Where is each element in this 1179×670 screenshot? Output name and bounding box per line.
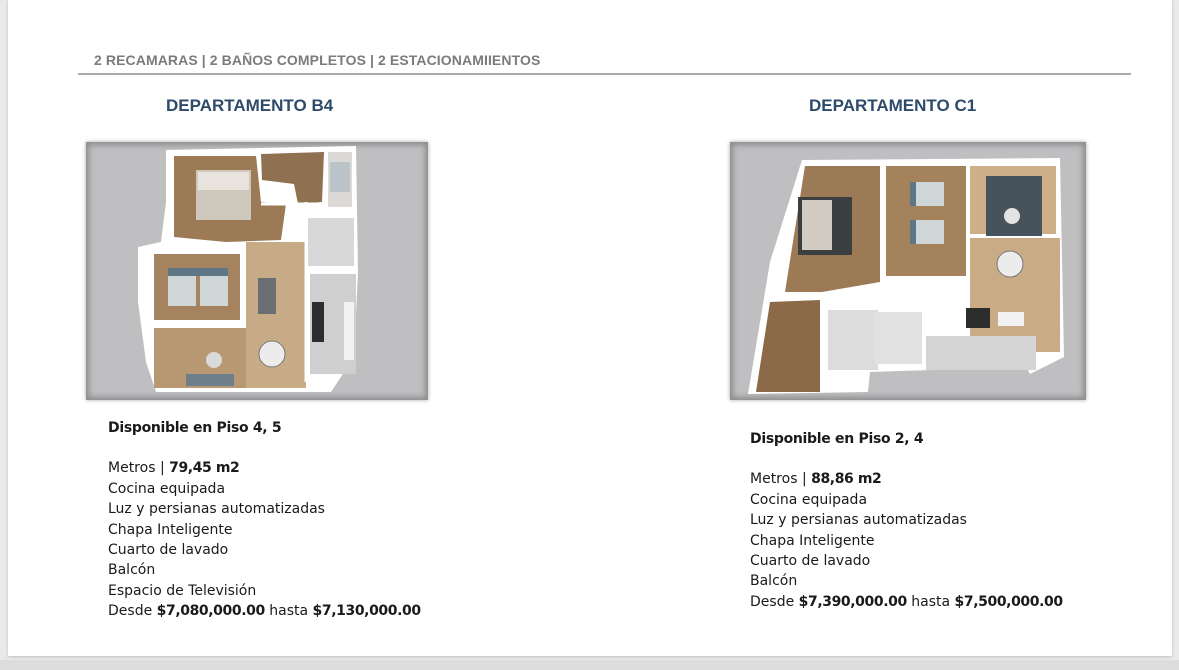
price-from-c1: $7,390,000.00 <box>798 593 907 610</box>
meters-label: Metros | <box>108 460 165 477</box>
brochure-page <box>8 0 1172 656</box>
price-to-b4: $7,130,000.00 <box>312 603 421 620</box>
price-row-c1 <box>750 592 1063 612</box>
price-from-b4: $7,080,000.00 <box>156 603 265 620</box>
price-from-label: Desde <box>108 603 153 620</box>
price-to-label: hasta <box>269 603 309 620</box>
meters-row-c1 <box>750 469 1063 489</box>
unit-title-c1: DEPARTAMENTO C1 <box>809 96 977 115</box>
floor-plan-b4 <box>86 142 428 400</box>
availability-c1: Disponible en Piso 2, 4 <box>750 431 924 447</box>
amenity-item: Chapa Inteligente <box>750 532 875 549</box>
amenity-item: Espacio de Televisión <box>108 582 257 599</box>
unit-info-b4 <box>108 418 421 622</box>
amenity-item: Luz y persianas automatizadas <box>108 501 325 518</box>
meters-label: Metros | <box>750 471 807 488</box>
features-header: 2 RECAMARAS | 2 BAÑOS COMPLETOS | 2 ESTACIONAMIIENTOS <box>94 52 541 68</box>
header-divider <box>78 73 1131 75</box>
next-page-edge <box>0 660 1179 670</box>
amenity-item: Cocina equipada <box>750 491 868 508</box>
meters-row-b4 <box>108 458 421 478</box>
meters-value-b4: 79,45 m2 <box>169 460 240 477</box>
price-row-b4 <box>108 601 421 621</box>
price-to-label: hasta <box>911 593 951 610</box>
unit-title-b4: DEPARTAMENTO B4 <box>166 96 334 115</box>
amenity-item: Chapa Inteligente <box>108 521 233 538</box>
floor-plan-c1 <box>730 142 1086 400</box>
amenity-item: Balcón <box>108 562 156 579</box>
availability-b4: Disponible en Piso 4, 5 <box>108 420 282 436</box>
amenity-item: Balcón <box>750 573 798 590</box>
unit-info-c1 <box>750 429 1063 612</box>
amenity-item: Cuarto de lavado <box>108 542 229 559</box>
price-from-label: Desde <box>750 593 795 610</box>
meters-value-c1: 88,86 m2 <box>811 471 882 488</box>
amenity-item: Cocina equipada <box>108 480 226 497</box>
amenity-item: Luz y persianas automatizadas <box>750 512 967 529</box>
price-to-c1: $7,500,000.00 <box>954 593 1063 610</box>
amenity-item: Cuarto de lavado <box>750 553 871 570</box>
